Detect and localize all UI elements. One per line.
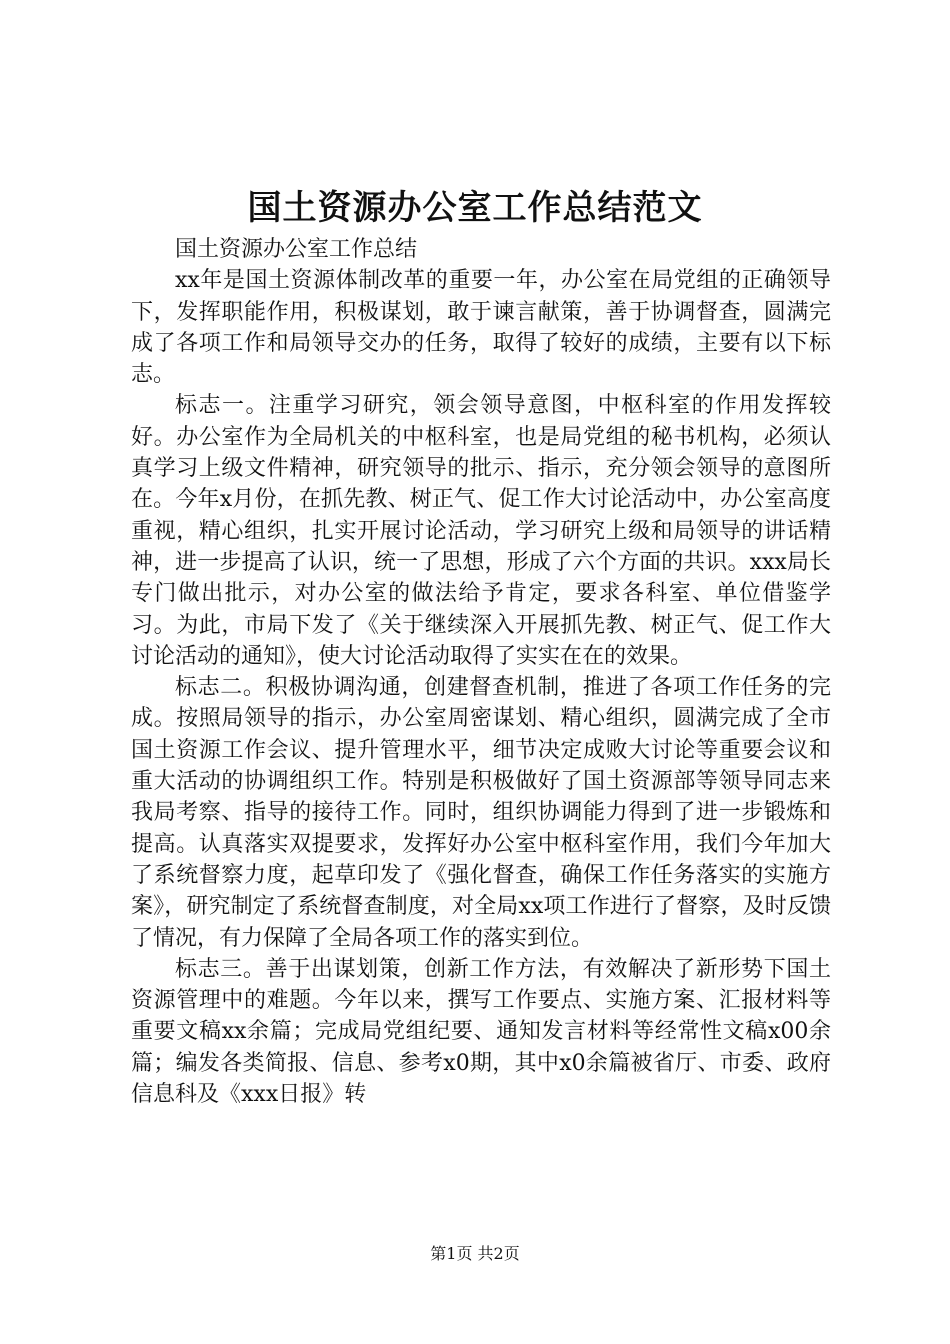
- paragraph-intro: xx年是国土资源体制改革的重要一年，办公室在局党组的正确领导下，发挥职能作用，积极谋划，敢于谏言献策，善于协调督查，圆满完成了各项工作和局领导交办的任务，取得了较好的成绩，主要有以下标志。: [131, 268, 831, 388]
- paragraph-mark-three: 标志三。善于出谋划策，创新工作方法，有效解决了新形势下国土资源管理中的难题。今年以来，撰写工作要点、实施方案、汇报材料等重要文稿xx余篇；完成局党组纪要、通知发言材料等经常性文稿x00余篇；编发各类简报、信息、参考x0期，其中x0余篇被省厅、市委、政府信息科及《xxx日报》转: [131, 956, 831, 1108]
- paragraph-mark-one: 标志一。注重学习研究，领会领导意图，中枢科室的作用发挥较好。办公室作为全局机关的中枢科室，也是局党组的秘书机构，必须认真学习上级文件精神，研究领导的批示、指示，充分领会领导的意图所在。今年x月份，在抓先教、树正气、促工作大讨论活动中，办公室高度重视，精心组织，扎实开展讨论活动，学习研究上级和局领导的讲话精神，进一步提高了认识，统一了思想，形成了六个方面的共识。xxx局长专门做出批示，对办公室的做法给予肯定，要求各科室、单位借鉴学习。为此，市局下发了《关于继续深入开展抓先教、树正气、促工作大讨论活动的通知》，使大讨论活动取得了实实在在的效果。: [131, 393, 831, 669]
- document-title: 国土资源办公室工作总结范文: [247, 188, 703, 228]
- page-footer: 第1页 共2页: [430, 1244, 520, 1263]
- paragraph-mark-two: 标志二。积极协调沟通，创建督查机制，推进了各项工作任务的完成。按照局领导的指示，办公室周密谋划、精心组织，圆满完成了全市国土资源工作会议、提升管理水平，细节决定成败大讨论等重要会议和重大活动的协调组织工作。特别是积极做好了国土资源部等领导同志来我局考察、指导的接待工作。同时，组织协调能力得到了进一步锻炼和提高。认真落实双提要求，发挥好办公室中枢科室作用，我们今年加大了系统督察力度，起草印发了《强化督查，确保工作任务落实的实施方案》，研究制定了系统督查制度，对全局xx项工作进行了督察，及时反馈了情况，有力保障了全局各项工作的落实到位。: [131, 675, 831, 951]
- document-body: [131, 234, 831, 1110]
- paragraph-subtitle: 国土资源办公室工作总结: [175, 237, 418, 262]
